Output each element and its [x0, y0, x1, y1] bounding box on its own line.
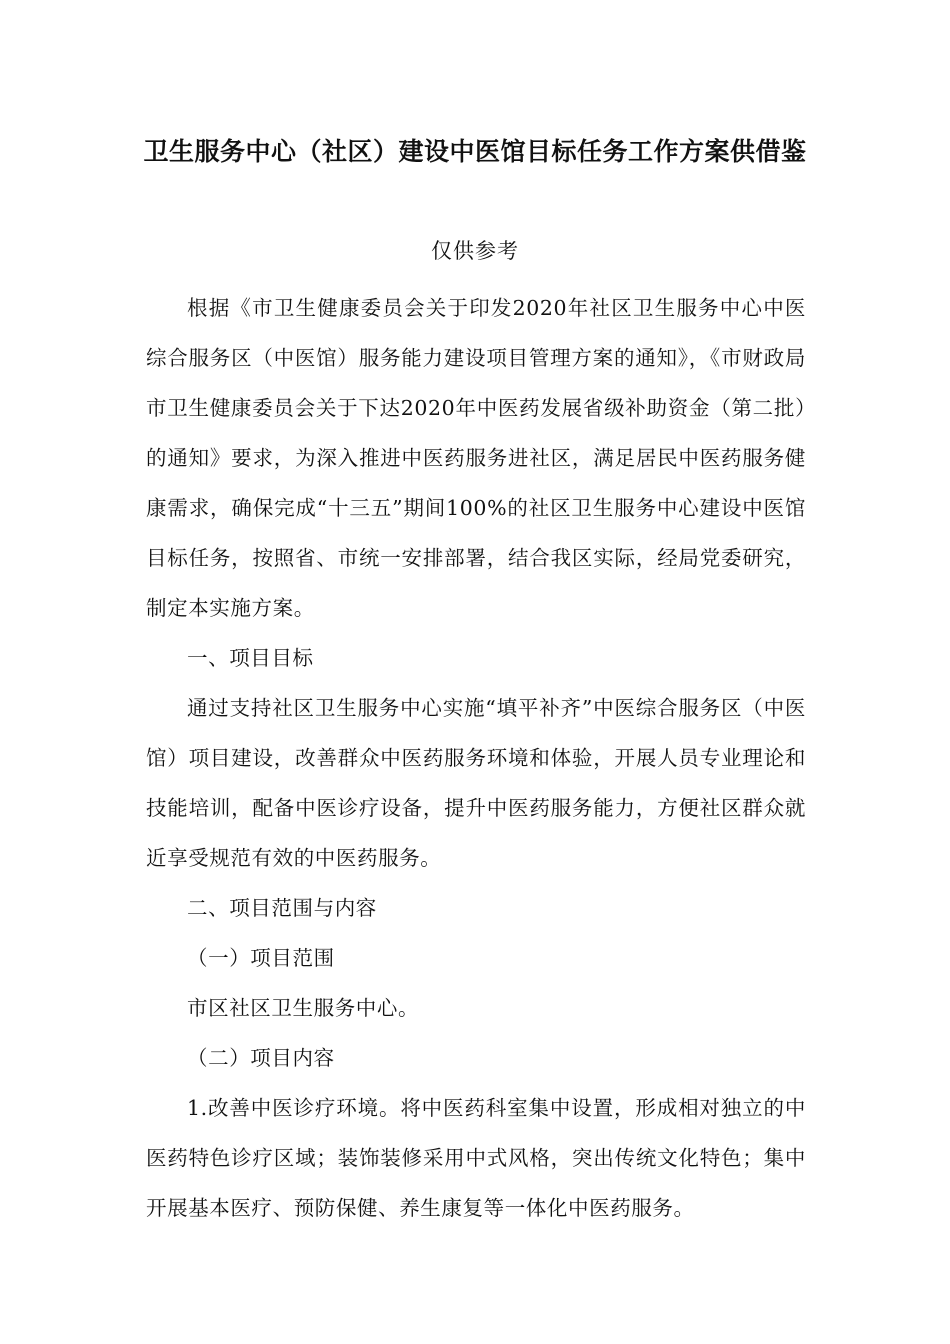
heading-project-goal: 一、项目目标 [187, 646, 314, 670]
document-body [146, 283, 806, 1233]
document-subtitle: 仅供参考 [431, 239, 519, 263]
subheading-content: （二）项目内容 [187, 1046, 335, 1070]
paragraph-scope: 市区社区卫生服务中心。 [187, 996, 420, 1020]
subheading-scope: （一）项目范围 [187, 946, 335, 970]
paragraph-project-goal: 通过支持社区卫生服务中心实施“填平补齐”中医综合服务区（中医馆）项目建设，改善群众中医药服务环境和体验，开展人员专业理论和技能培训，配备中医诊疗设备，提升中医药服务能力，方便社区群众就近享受规范有效的中医药服务。 [146, 696, 806, 870]
document-title: 卫生服务中心（社区）建设中医馆目标任务工作方案供借鉴 [143, 137, 807, 166]
heading-scope-content: 二、项目范围与内容 [187, 896, 377, 920]
paragraph-intro: 根据《市卫生健康委员会关于印发2020年社区卫生服务中心中医综合服务区（中医馆）服务能力建设项目管理方案的通知》，《市财政局市卫生健康委员会关于下达2020年中医药发展省级补助资金（第二批）的通知》要求，为深入推进中医药服务进社区，满足居民中医药服务健康需求，确保完成“十三五”期间100%的社区卫生服务中心建设中医馆目标任务，按照省、市统一安排部署，结合我区实际，经局党委研究，制定本实施方案。 [146, 296, 806, 620]
paragraph-content-1: 1.改善中医诊疗环境。将中医药科室集中设置，形成相对独立的中医药特色诊疗区域；装饰装修采用中式风格，突出传统文化特色；集中开展基本医疗、预防保健、养生康复等一体化中医药服务。 [146, 1096, 806, 1220]
